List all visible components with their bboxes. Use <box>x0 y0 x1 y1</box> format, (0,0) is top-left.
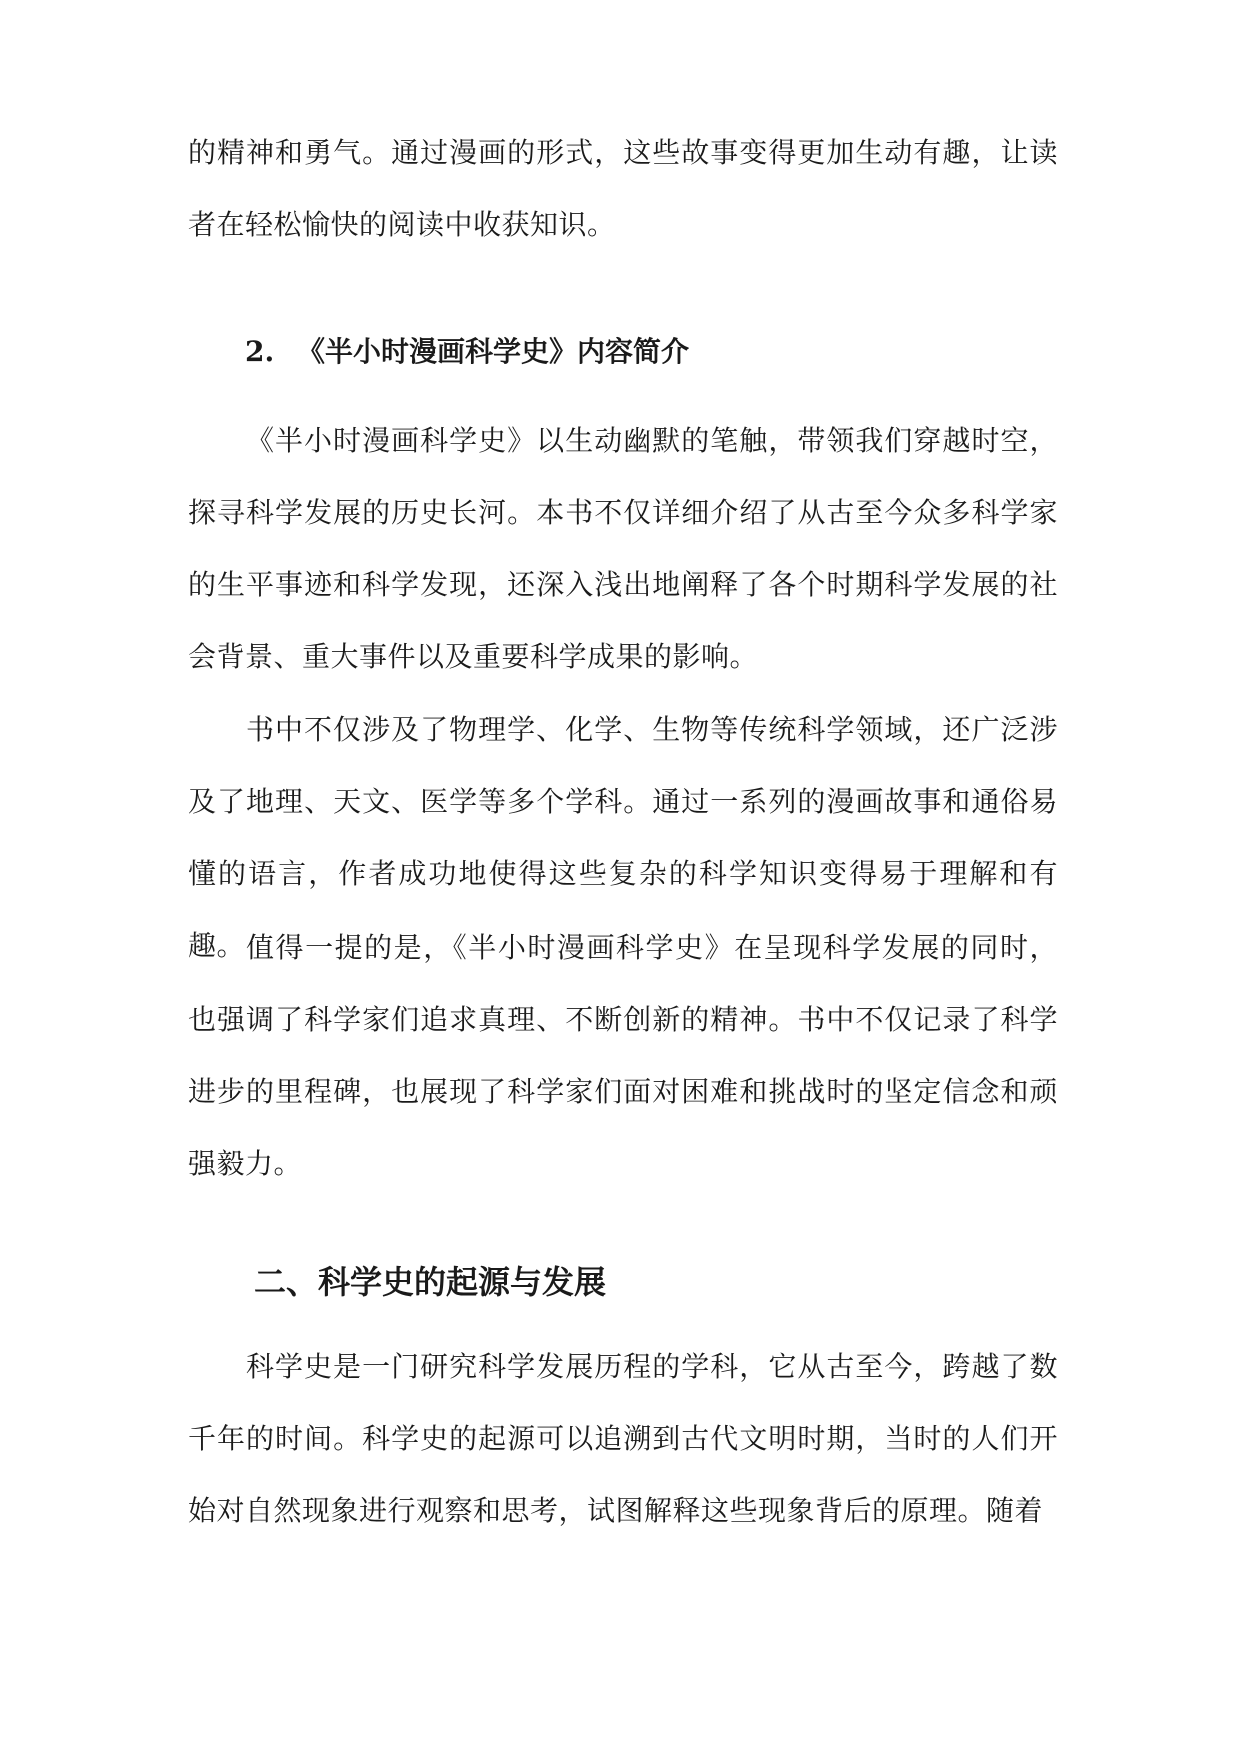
body-paragraph: 《半小时漫画科学史》以生动幽默的笔触，带领我们穿越时空，探寻科学发展的历史长河。本书不仅详细介绍了从古至今众多科学家的生平事迹和科学发现，还深入浅出地阐释了各个时期科学发展的社会背景、重大事件以及重要科学成果的影响。 <box>188 424 1058 673</box>
continuation-paragraph: 的精神和勇气。通过漫画的形式，这些故事变得更加生动有趣，让读者在轻松愉快的阅读中收获知识。 <box>188 136 1058 241</box>
chapter-heading: 二、科学史的起源与发展 <box>254 1263 607 1301</box>
body-paragraph: 书中不仅涉及了物理学、化学、生物等传统科学领域，还广泛涉及了地理、天文、医学等多个学科。通过一系列的漫画故事和通俗易懂的语言，作者成功地使得这些复杂的科学知识变得易于理解和有趣。 <box>188 713 1058 962</box>
section-title: 《半小时漫画科学史》内容简介 <box>297 335 690 368</box>
body-paragraph: 值得一提的是，《半小时漫画科学史》在呈现科学发展的同时，也强调了科学家们追求真理、不断创新的精神。书中不仅记录了科学进步的里程碑，也展现了科学家们面对困难和挑战时的坚定信念和顽强毅力。 <box>188 931 1058 1180</box>
section-heading <box>245 332 689 372</box>
body-paragraph: 科学史是一门研究科学发展历程的学科，它从古至今，跨越了数千年的时间。科学史的起源可以追溯到古代文明时期，当时的人们开始对自然现象进行观察和思考，试图解释这些现象背后的原理。随着 <box>188 1350 1058 1527</box>
section-number: 2. <box>245 335 275 368</box>
